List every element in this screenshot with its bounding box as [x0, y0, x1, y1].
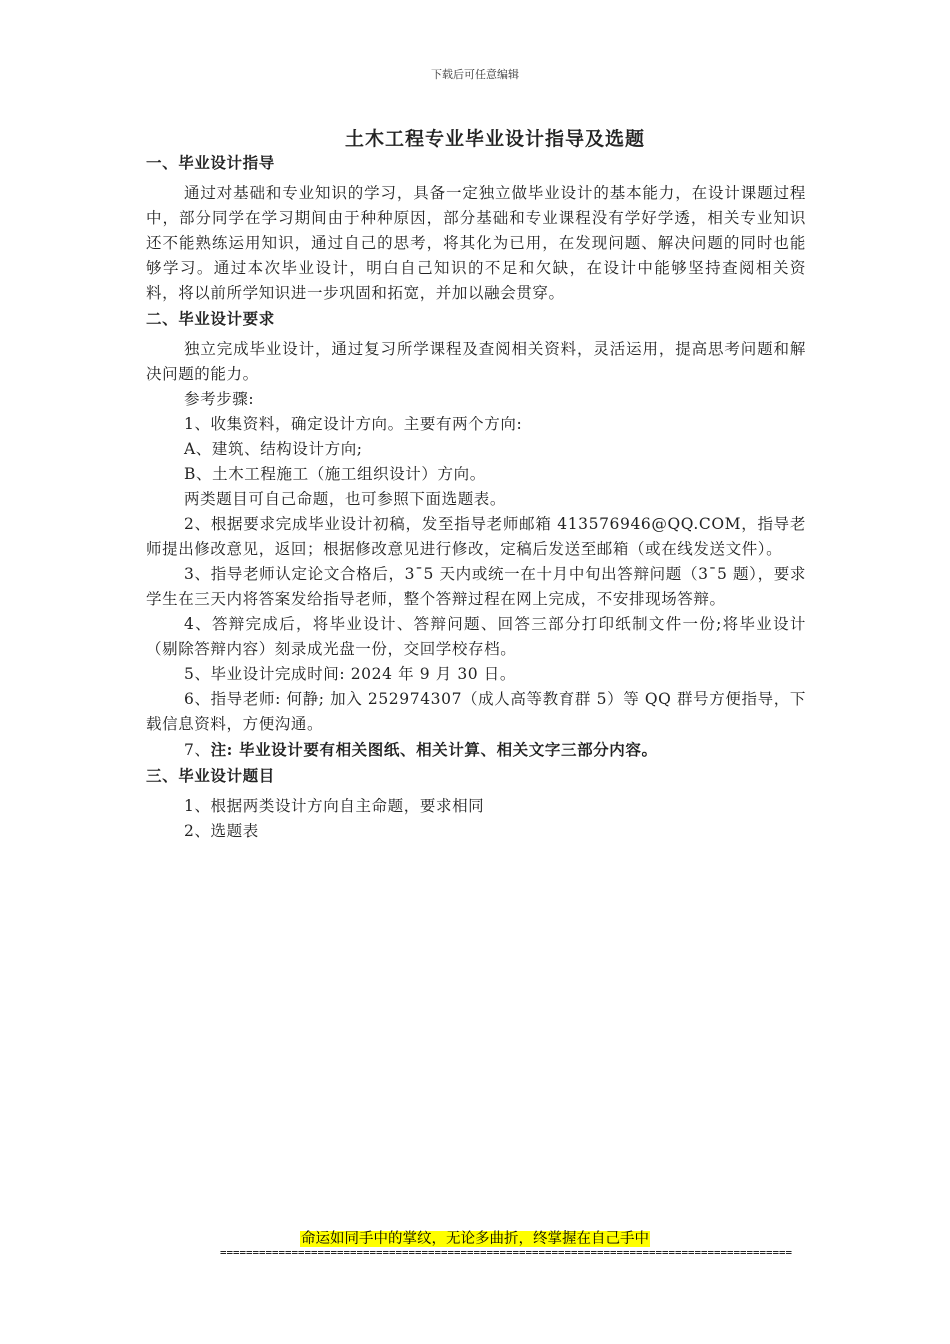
section-heading-guidance: 一、毕业设计指导 — [146, 153, 275, 172]
paragraph: 参考步骤: — [184, 390, 255, 408]
list-item: 5、毕业设计完成时间: 2024 年 9 月 30 日。 — [184, 665, 516, 683]
section-heading-topics: 三、毕业设计题目 — [146, 766, 275, 785]
list-item: B、土木工程施工（施工组织设计）方向。 — [184, 465, 486, 483]
list-item: 4、答辩完成后，将毕业设计、答辩问题、回答三部分打印纸制文件一份;将毕业设计（剔除答辩内容）刻录成光盘一份，交回学校存档。 — [146, 615, 806, 658]
list-item: 1、收集资料，确定设计方向。主要有两个方向: — [184, 415, 523, 433]
footer-motto — [0, 1227, 950, 1248]
note-prefix: 7、 — [184, 741, 211, 759]
list-item-note — [146, 737, 806, 763]
list-item: 2、选题表 — [184, 822, 259, 840]
header-note: 下载后可任意编辑 — [431, 68, 519, 81]
footer-motto-text: 命运如同手中的掌纹，无论多曲折，终掌握在自己手中 — [301, 1231, 649, 1247]
document-body — [146, 150, 806, 844]
list-item: 1、根据两类设计方向自主命题，要求相同 — [184, 797, 485, 815]
paragraph: 独立完成毕业设计，通过复习所学课程及查阅相关资料，灵活运用，提高思考问题和解决问题的能力。 — [146, 340, 806, 383]
paragraph: 两类题目可自己命题，也可参照下面选题表。 — [184, 490, 507, 508]
document-title: 土木工程专业毕业设计指导及选题 — [344, 128, 645, 150]
paragraph: 通过对基础和专业知识的学习，具备一定独立做毕业设计的基本能力，在设计课题过程中，部分同学在学习期间由于种种原因，部分基础和专业课程没有学好学透，相关专业知识还不能熟练运用知识，通过自己的思考，将其化为已用，在发现问题、解决问题的同时也能够学习。通过本次毕业设计，明白自己知识的不足和欠缺，在设计中能够坚持查阅相关资料，将以前所学知识进一步巩固和拓宽，并加以融会贯穿。 — [146, 184, 806, 302]
section-heading-requirements: 二、毕业设计要求 — [146, 309, 275, 328]
list-item: 2、根据要求完成毕业设计初稿，发至指导老师邮箱 413576946@QQ.COM，指导老师提出修改意见，返回；根据修改意见进行修改，定稿后发送至邮箱（或在线发送文件）。 — [146, 515, 806, 558]
note-bold-text: 注: 毕业设计要有相关图纸、相关计算、相关文字三部分内容。 — [210, 740, 658, 759]
list-item: 3、指导老师认定论文合格后，3¯5 天内或统一在十月中旬出答辩问题（3¯5 题），要求学生在三天内将答案发给指导老师，整个答辩过程在网上完成，不安排现场答辩。 — [146, 565, 806, 608]
footer-divider: ======================================================================================== — [220, 1246, 793, 1259]
list-item: A、建筑、结构设计方向; — [184, 440, 363, 458]
list-item: 6、指导老师: 何静; 加入 252974307（成人高等教育群 5）等 QQ 群号方便指导，下载信息资料，方便沟通。 — [146, 690, 806, 733]
